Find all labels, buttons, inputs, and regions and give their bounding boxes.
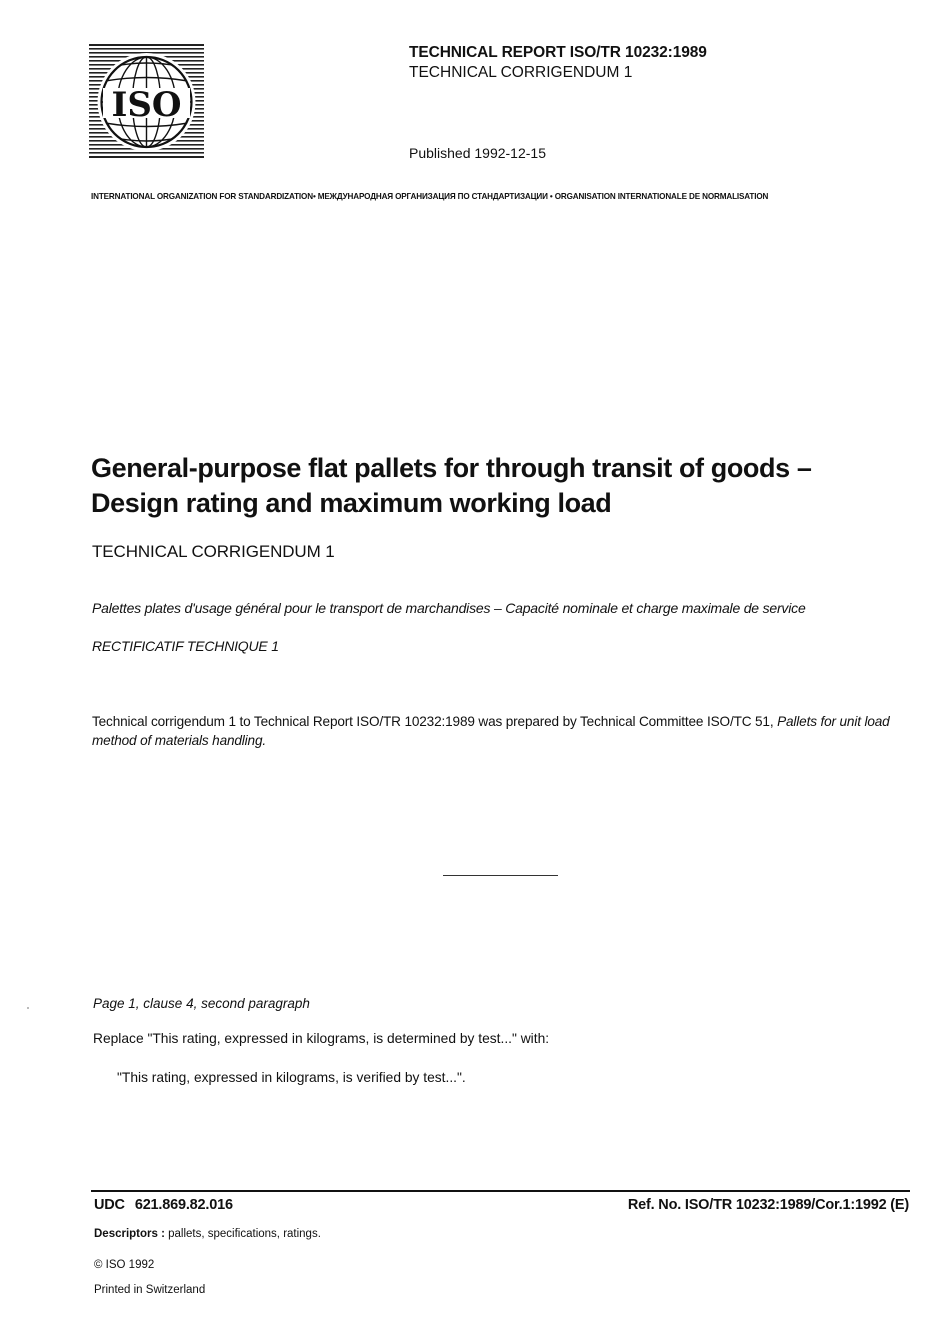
committee-title: Pallets for unit load method of materials handling. (92, 714, 890, 748)
organization-banner: INTERNATIONAL ORGANIZATION FOR STANDARDIZATION• МЕЖДУНАРОДНАЯ ОРГАНИЗАЦИЯ ПО СТАНДАРТИЗАЦИИ • ORGANISATION INTERNATIONALE DE NORMALISATION (91, 191, 769, 201)
replacement-text: "This rating, expressed in kilograms, is verified by test...". (117, 1070, 466, 1085)
printed-location: Printed in Switzerland (94, 1284, 206, 1296)
document-title (91, 451, 811, 521)
report-title: TECHNICAL REPORT ISO/TR 10232:1989 (409, 44, 707, 61)
svg-text:ISO: ISO (111, 85, 182, 125)
iso-globe-icon (89, 44, 204, 160)
footer-divider (91, 1190, 910, 1192)
section-divider (443, 875, 558, 876)
document-subtitle: TECHNICAL CORRIGENDUM 1 (92, 542, 335, 561)
udc-label: UDC (94, 1197, 125, 1213)
french-title: Palettes plates d'usage général pour le transport de marchandises – Capacité nominale et charge maximale de service (92, 600, 806, 616)
copyright-notice: © ISO 1992 (94, 1259, 155, 1271)
document-title-line-2: Design rating and maximum working load (91, 488, 612, 518)
published-date: Published 1992-12-15 (409, 145, 546, 161)
descriptors-label: Descriptors : (94, 1228, 165, 1240)
foreword-paragraph (92, 712, 907, 750)
clause-reference: Page 1, clause 4, second paragraph (93, 996, 310, 1011)
reference-number: Ref. No. ISO/TR 10232:1989/Cor.1:1992 (E) (627, 1197, 909, 1213)
report-subtitle: TECHNICAL CORRIGENDUM 1 (409, 64, 633, 81)
french-subtitle: RECTIFICATIF TECHNIQUE 1 (92, 638, 279, 654)
replace-instruction: Replace "This rating, expressed in kilograms, is determined by test..." with: (93, 1031, 550, 1046)
descriptors-value: pallets, specifications, ratings. (164, 1228, 321, 1240)
scan-speck (27, 1007, 29, 1009)
iso-logo (89, 44, 204, 160)
udc-number (94, 1197, 233, 1213)
udc-value: 621.869.82.016 (134, 1197, 233, 1213)
foreword-text: Technical corrigendum 1 to Technical Report ISO/TR 10232:1989 was prepared by Technical Committee ISO/TC 51, (92, 714, 778, 729)
document-title-line-1: General-purpose flat pallets for through transit of goods – (91, 453, 812, 483)
descriptors (94, 1228, 321, 1240)
